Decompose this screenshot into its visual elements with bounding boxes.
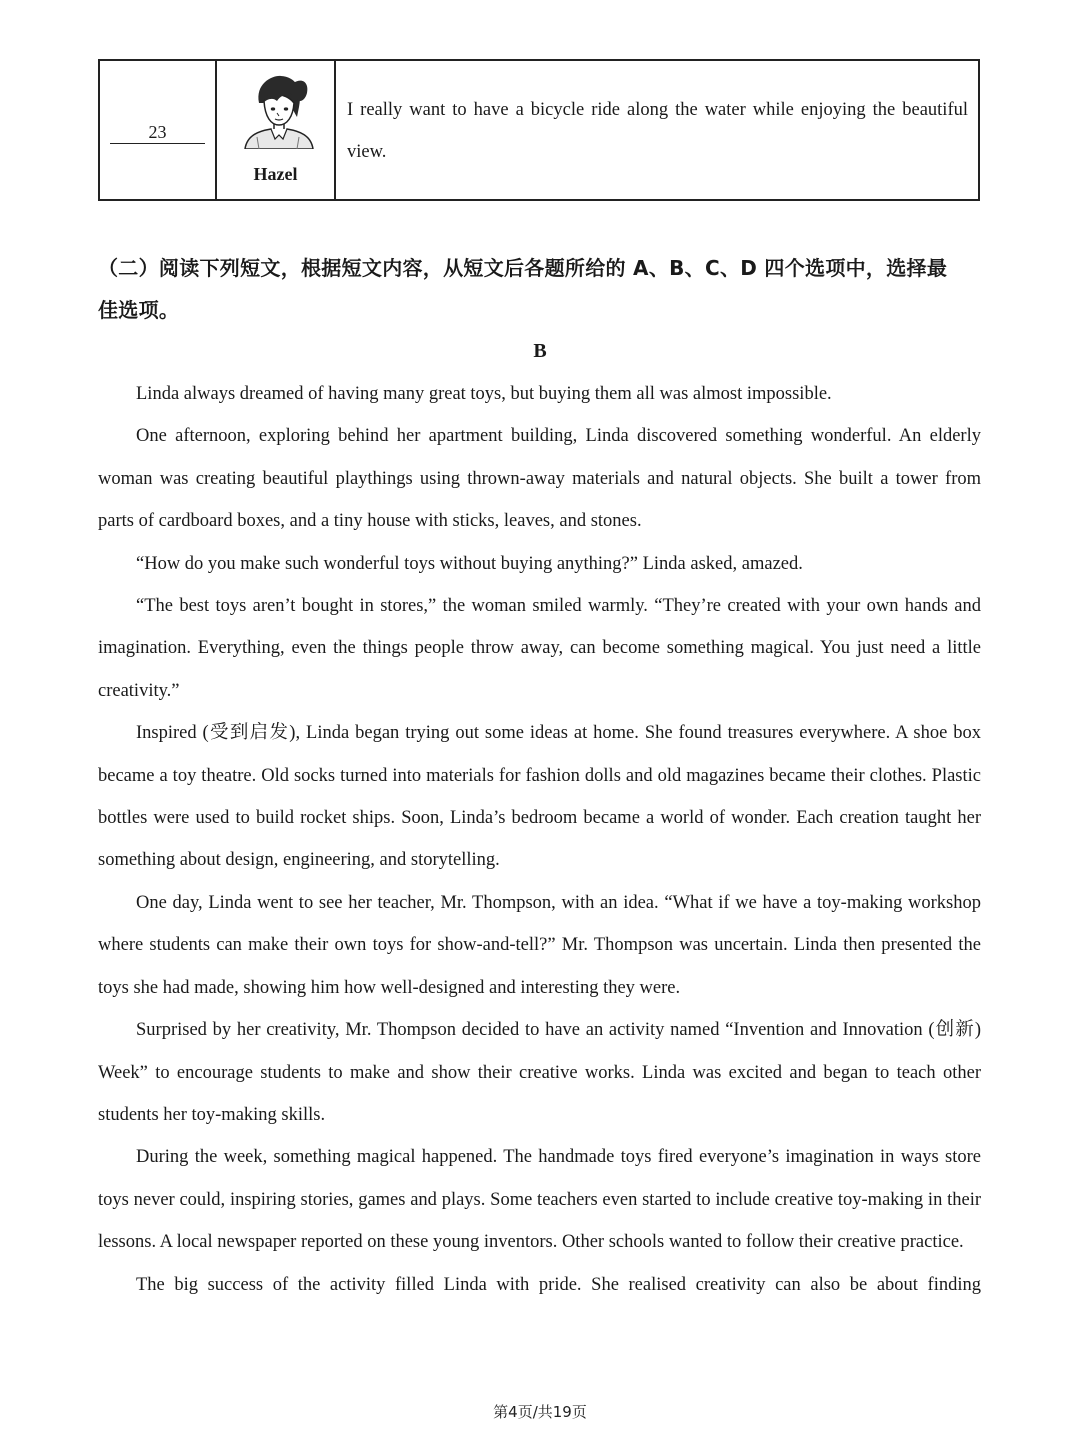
- paragraph: One afternoon, exploring behind her apartment building, Linda discovered something wonderful. An elderly woman was creating beautiful playthings using thrown-away materials and natural objects. She built a tower from parts of cardboard boxes, and a tiny house with sticks, leaves, and stones.: [98, 426, 981, 532]
- person-statement: I really want to have a bicycle ride along the water while enjoying the beautiful view.: [347, 100, 968, 162]
- passage-label: B: [533, 340, 547, 362]
- paragraph: “The best toys aren’t bought in stores,” the woman smiled warmly. “They’re created with your own hands and imagination. Everything, even the things people throw away, can become something magical. You just need a little creativity.”: [98, 596, 981, 701]
- matching-table-row: [98, 59, 980, 201]
- person-name: Hazel: [253, 164, 298, 184]
- paragraph: Linda always dreamed of having many great toys, but buying them all was almost impossible.: [136, 384, 832, 404]
- paragraph: One day, Linda went to see her teacher, Mr. Thompson, with an idea. “What if we have a toy-making workshop where students can make their own toys for show-and-tell?” Mr. Thompson was uncertain. Linda then presented the toys she had made, showing him how well-designed and interesting they were.: [98, 892, 981, 998]
- paragraph: Surprised by her creativity, Mr. Thompson decided to have an activity named “Invention and Innovation (创新) Week” to encourage students to make and show their creative works. Linda was excited and began to teach other students her toy-making skills.: [98, 1020, 981, 1125]
- passage-body: [98, 373, 981, 1306]
- girl-portrait-icon: [237, 73, 319, 149]
- person-cell: [217, 61, 336, 199]
- question-number-cell: [100, 61, 217, 199]
- page-footer: 第4页/共19页: [493, 1403, 587, 1421]
- paragraph: “How do you make such wonderful toys without buying anything?” Linda asked, amazed.: [136, 553, 803, 574]
- paragraph: The big success of the activity filled Linda with pride. She realised creativity can also be about finding: [136, 1274, 981, 1295]
- paragraph: During the week, something magical happened. The handmade toys fired everyone’s imagination in ways store toys never could, inspiring stories, games and plays. Some teachers even started to include creative toy-making in their lessons. A local newspaper reported on these young inventors. Other schools wanted to follow their creative practice.: [98, 1147, 981, 1253]
- paragraph: Inspired (受到启发), Linda began trying out some ideas at home. She found treasures everywhere. A shoe box became a toy theatre. Old socks turned into materials for fashion dolls and old magazines became their clothes. Plastic bottles were used to build rocket ships. Soon, Linda’s bedroom became a world of wonder. Each creation taught her something about design, engineering, and storytelling.: [98, 723, 981, 871]
- section-heading: （二）阅读下列短文，根据短文内容，从短文后各题所给的 A、B、C、D 四个选项中，选择最佳选项。: [98, 256, 948, 322]
- statement-cell: [336, 61, 978, 199]
- answer-blank: 23: [110, 123, 205, 144]
